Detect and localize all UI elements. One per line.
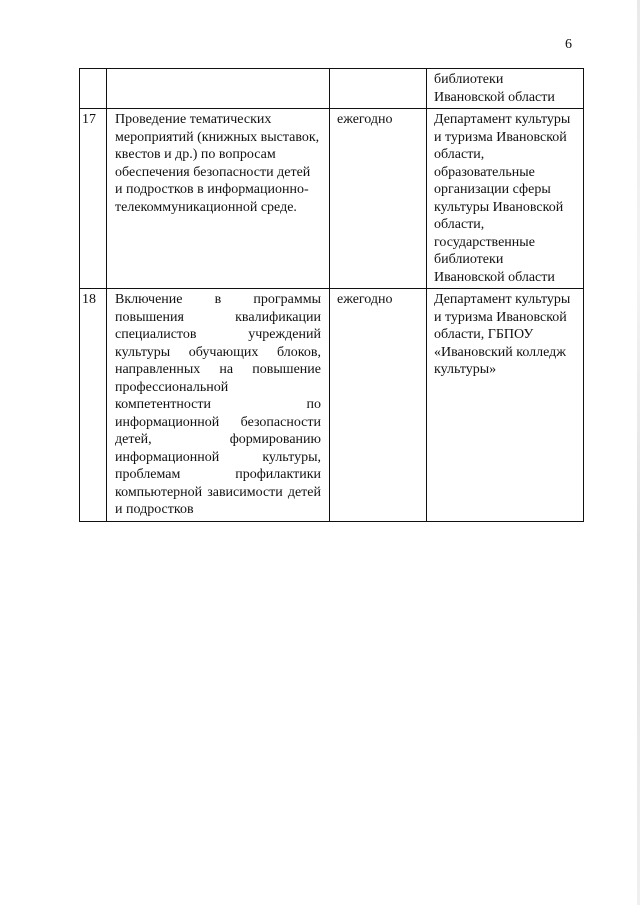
cell-activity: Включение в программы повышения квалификации специалистов учреждений культуры обучающих блоков, направленных на повышение профессиональной компетентности по информационной безопасности детей, формированию информационной культуры, проблемам профилактики компьютерной зависимости детей и подростков <box>107 289 330 522</box>
cell-term: ежегодно <box>330 289 427 522</box>
cell-number <box>80 69 107 109</box>
cell-responsible: библиотеки Ивановской области <box>427 69 584 109</box>
cell-activity <box>107 69 330 109</box>
cell-responsible: Департамент культуры и туризма Ивановской области, образовательные организации сферы культуры Ивановской области, государственные библиотеки Ивановской области <box>427 109 584 289</box>
cell-number: 18 <box>80 289 107 522</box>
cell-term <box>330 69 427 109</box>
page-number: 6 <box>565 37 572 52</box>
cell-number: 17 <box>80 109 107 289</box>
table-row-continuation <box>80 69 584 109</box>
cell-responsible: Департамент культуры и туризма Ивановской области, ГБПОУ «Ивановский колледж культуры» <box>427 289 584 522</box>
table-row-18 <box>80 289 584 522</box>
table-row-17 <box>80 109 584 289</box>
cell-term: ежегодно <box>330 109 427 289</box>
cell-activity: Проведение тематических мероприятий (книжных выставок, квестов и др.) по вопросам обеспечения безопасности детей и подростков в информационно-телекоммуникационной среде. <box>107 109 330 289</box>
measures-table <box>79 68 584 522</box>
